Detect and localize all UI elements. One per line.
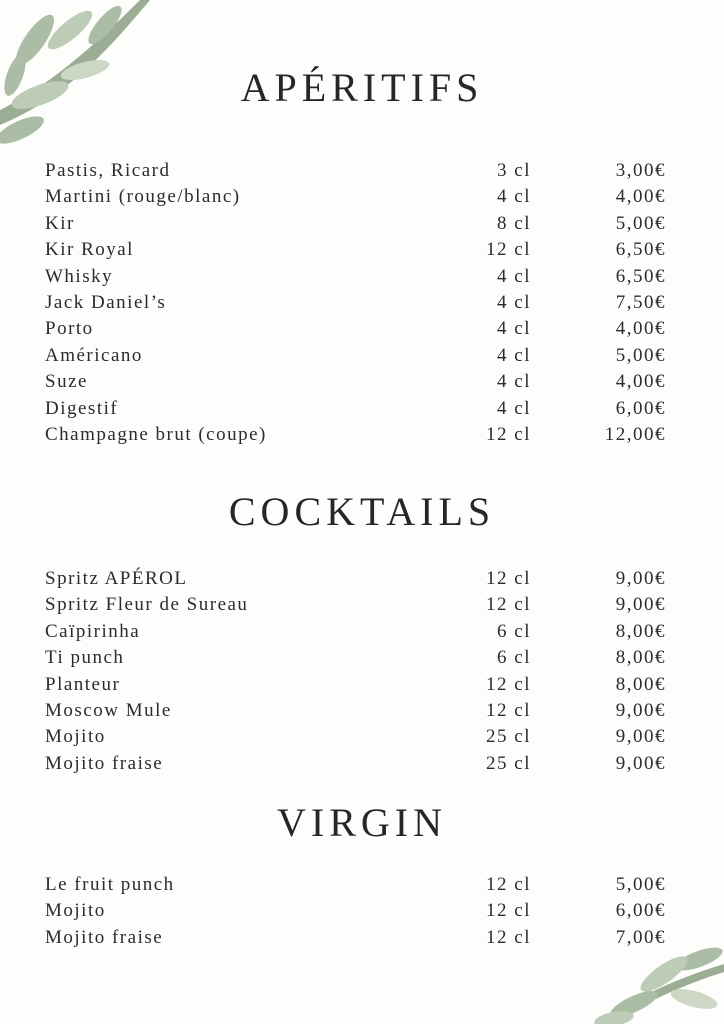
item-price: 6,00€: [615, 397, 666, 419]
item-price: 9,00€: [615, 726, 666, 748]
item-name: Mojito: [45, 726, 106, 748]
item-volume: 12 cl: [486, 673, 531, 695]
section-title-aperitifs: APÉRITIFS: [240, 65, 484, 110]
item-volume: 4 cl: [497, 186, 531, 208]
menu-item: [0, 645, 724, 671]
item-volume: 12 cl: [486, 568, 531, 589]
item-price: 7,00€: [615, 926, 666, 948]
menu-item: [0, 751, 724, 777]
item-name: Moscow Mule: [45, 699, 172, 721]
item-volume: 25 cl: [486, 726, 531, 748]
menu-item: [0, 619, 724, 645]
item-name: Pastis, Ricard: [45, 160, 171, 181]
menu-item: [0, 343, 724, 369]
item-volume: 8 cl: [497, 212, 531, 234]
item-price: 6,00€: [615, 900, 666, 922]
item-volume: 25 cl: [486, 752, 531, 774]
item-name: Caïpirinha: [45, 620, 141, 642]
menu-item: [0, 698, 724, 724]
menu-item: [0, 211, 724, 237]
item-name: Spritz Fleur de Sureau: [45, 594, 249, 616]
item-name: Le fruit punch: [45, 874, 175, 895]
menu-item: [0, 396, 724, 422]
item-name: Jack Daniel’s: [45, 291, 167, 313]
item-volume: 12 cl: [486, 900, 531, 922]
item-price: 9,00€: [615, 568, 666, 589]
item-volume: 4 cl: [497, 265, 531, 287]
item-name: Champagne brut (coupe): [45, 423, 267, 445]
item-price: 9,00€: [615, 594, 666, 616]
item-volume: 12 cl: [486, 423, 531, 445]
item-volume: 12 cl: [486, 699, 531, 721]
item-price: 5,00€: [615, 344, 666, 366]
menu-item: [0, 369, 724, 395]
item-price: 5,00€: [615, 212, 666, 234]
leaf-branch-icon: [554, 944, 724, 1024]
item-name: Suze: [45, 371, 88, 393]
item-name: Mojito fraise: [45, 752, 164, 774]
item-name: Kir Royal: [45, 239, 134, 261]
item-price: 5,00€: [615, 874, 666, 895]
item-volume: 12 cl: [486, 874, 531, 895]
menu-item: [0, 237, 724, 263]
item-name: Mojito fraise: [45, 926, 164, 948]
menu-item: [0, 158, 724, 184]
item-price: 7,50€: [615, 291, 666, 313]
menu-item: [0, 422, 724, 448]
menu-item: [0, 184, 724, 210]
menu-item: [0, 592, 724, 618]
item-name: Martini (rouge/blanc): [45, 186, 241, 208]
menu-item: [0, 672, 724, 698]
item-price: 8,00€: [615, 647, 666, 669]
item-name: Mojito: [45, 900, 106, 922]
item-price: 8,00€: [615, 620, 666, 642]
menu-item: [0, 898, 724, 924]
section-title-virgin: VIRGIN: [277, 800, 447, 845]
item-price: 6,50€: [615, 265, 666, 287]
menu-item: [0, 264, 724, 290]
item-volume: 12 cl: [486, 239, 531, 261]
item-volume: 4 cl: [497, 318, 531, 340]
item-name: Spritz APÉROL: [45, 568, 188, 589]
item-price: 12,00€: [604, 423, 666, 445]
menu-item: [0, 872, 724, 898]
menu-item: [0, 316, 724, 342]
item-price: 9,00€: [615, 699, 666, 721]
menu-item: [0, 925, 724, 951]
item-name: Kir: [45, 212, 75, 234]
cocktails-list: [0, 566, 724, 777]
menu-item: [0, 566, 724, 592]
virgin-list: [0, 872, 724, 951]
item-price: 4,00€: [615, 186, 666, 208]
item-volume: 4 cl: [497, 371, 531, 393]
item-volume: 12 cl: [486, 926, 531, 948]
item-name: Digestif: [45, 397, 119, 419]
item-volume: 4 cl: [497, 397, 531, 419]
item-volume: 3 cl: [497, 160, 531, 181]
item-name: Porto: [45, 318, 94, 340]
item-volume: 4 cl: [497, 291, 531, 313]
item-volume: 12 cl: [486, 594, 531, 616]
menu-item: [0, 724, 724, 750]
aperitifs-list: [0, 158, 724, 448]
item-volume: 6 cl: [497, 647, 531, 669]
item-price: 9,00€: [615, 752, 666, 774]
item-price: 4,00€: [615, 371, 666, 393]
section-title-cocktails: COCKTAILS: [228, 489, 496, 534]
item-price: 4,00€: [615, 318, 666, 340]
item-name: Whisky: [45, 265, 114, 287]
item-name: Ti punch: [45, 647, 125, 669]
item-volume: 4 cl: [497, 344, 531, 366]
item-name: Planteur: [45, 673, 121, 695]
menu-item: [0, 290, 724, 316]
item-price: 8,00€: [615, 673, 666, 695]
item-name: Américano: [45, 344, 143, 366]
item-price: 6,50€: [615, 239, 666, 261]
item-price: 3,00€: [615, 160, 666, 181]
item-volume: 6 cl: [497, 620, 531, 642]
